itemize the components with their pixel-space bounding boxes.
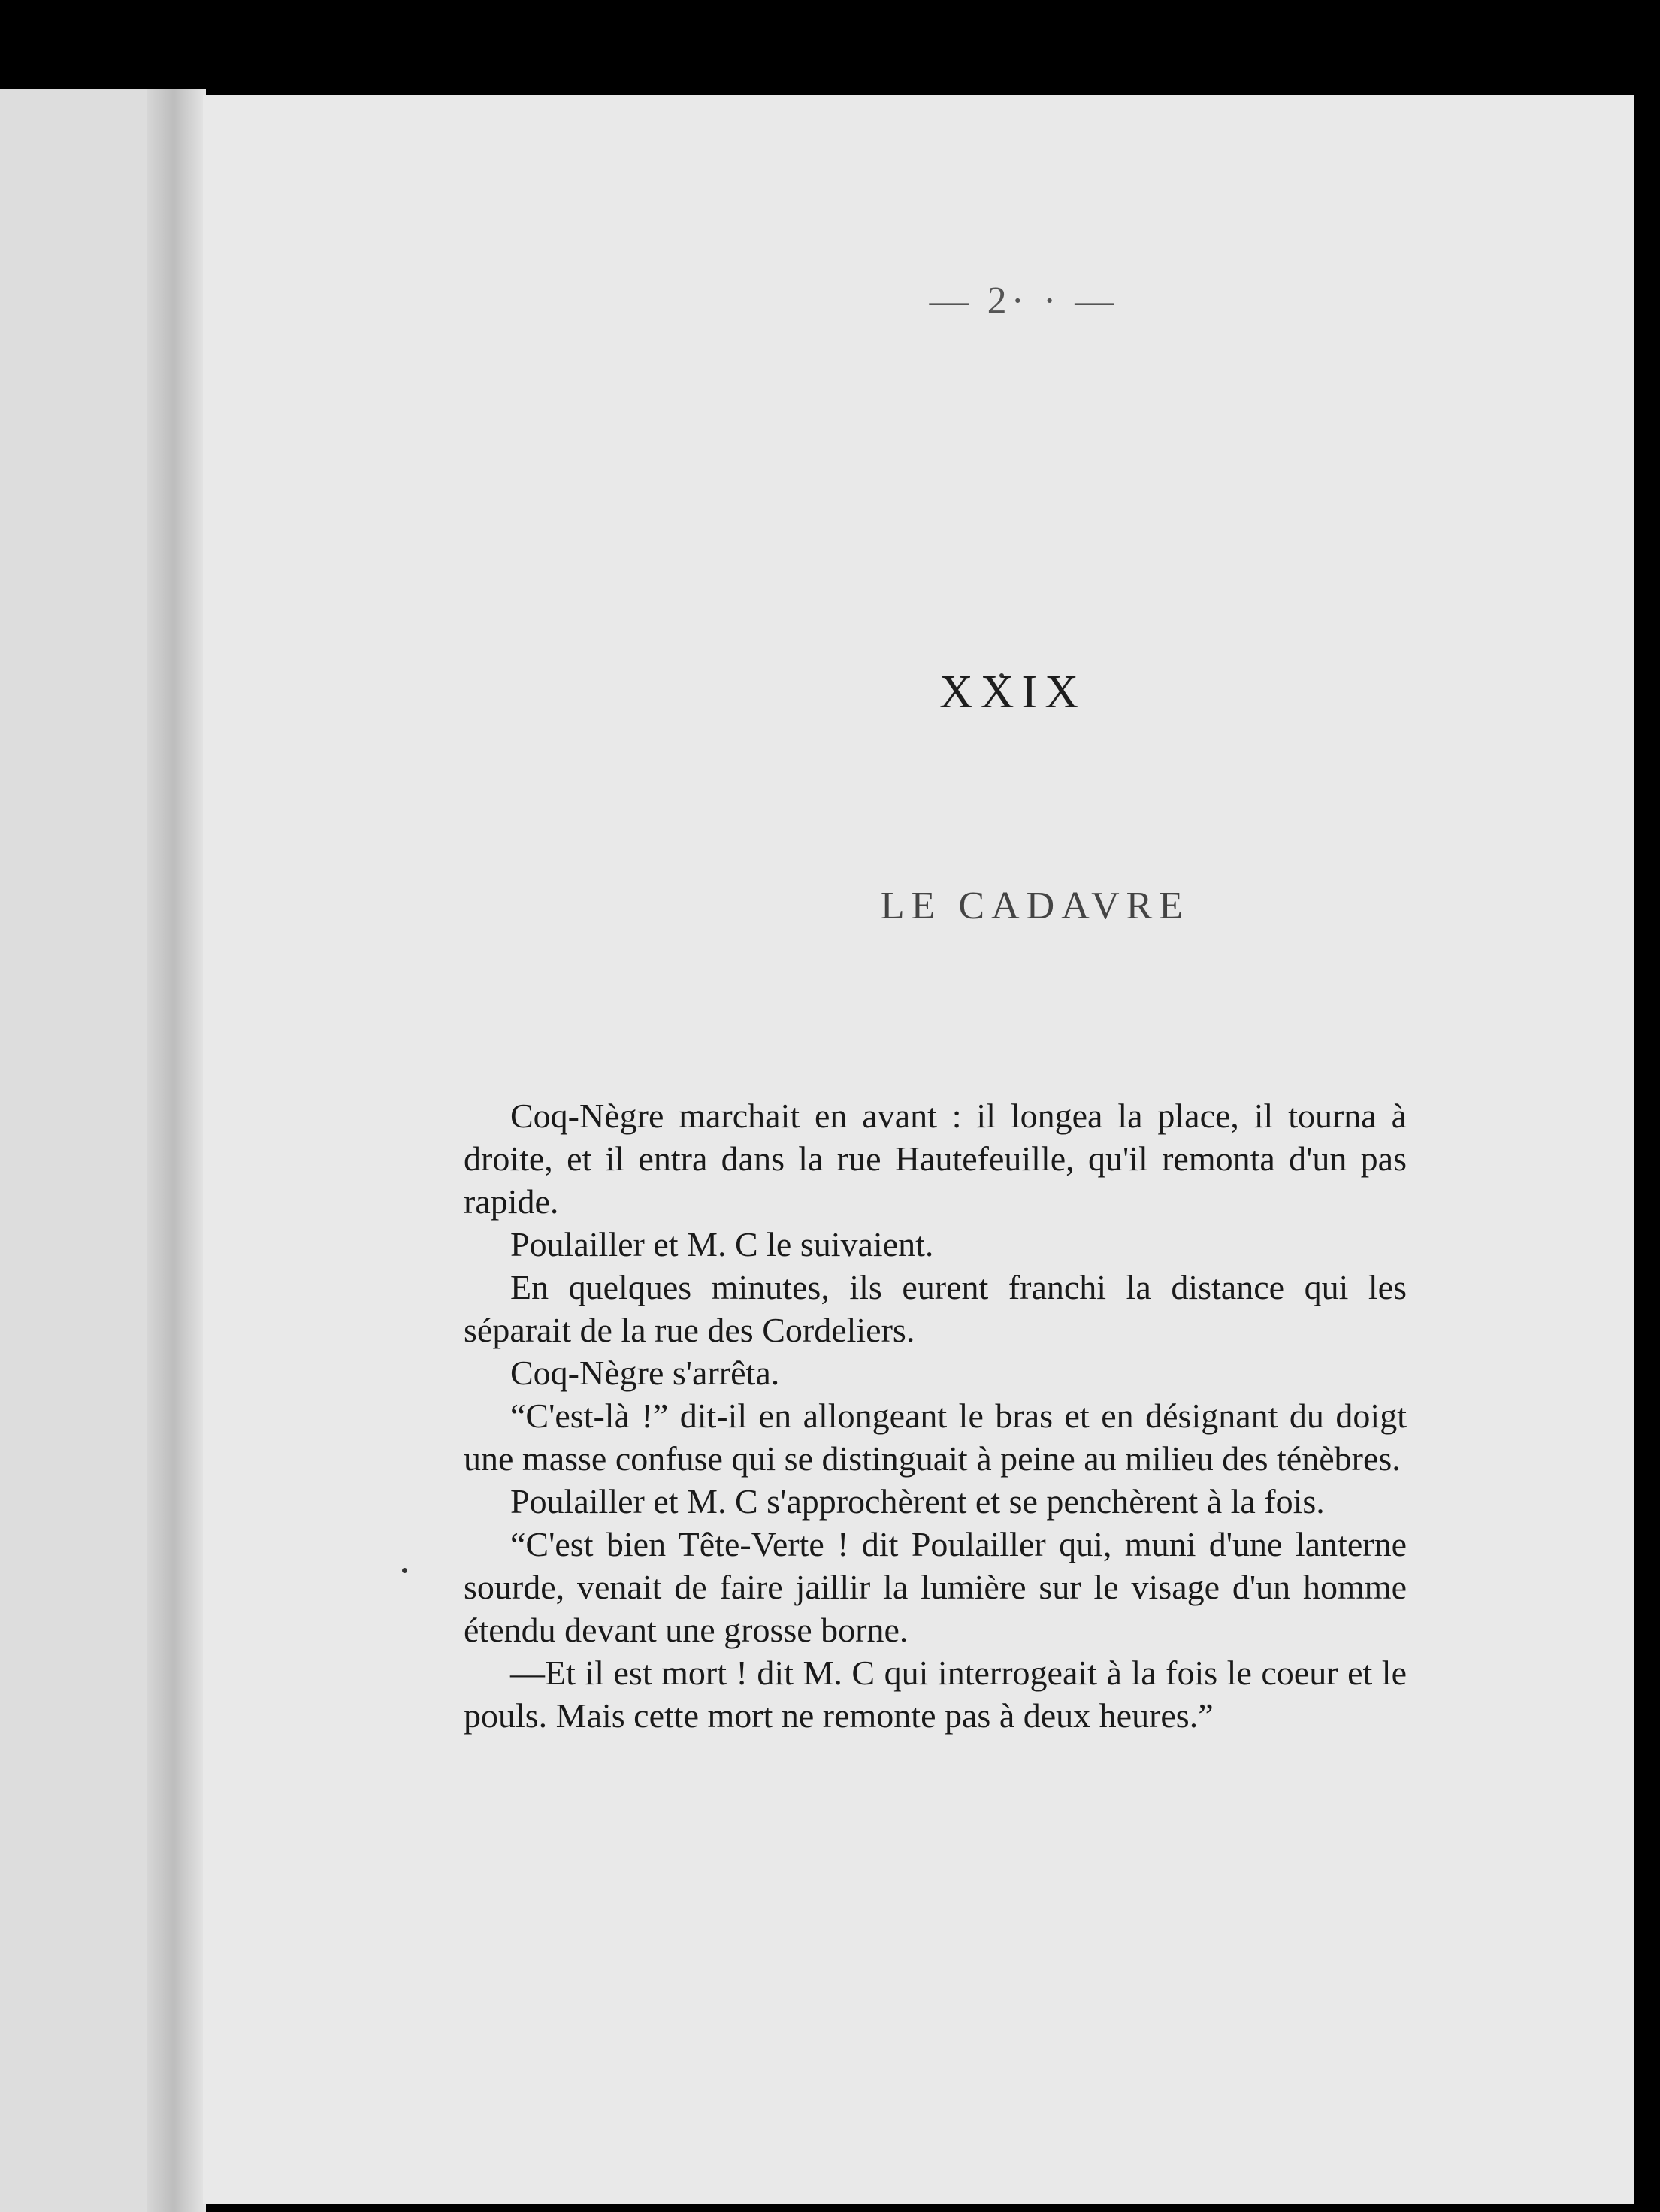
book-page	[203, 95, 1634, 2204]
body-text	[464, 1094, 1407, 1737]
chapter-title: LE CADAVRE	[880, 885, 1190, 927]
paragraph: Poulailler et M. C s'approchèrent et se penchèrent à la fois.	[510, 1482, 1325, 1521]
speck-mark	[402, 1568, 407, 1573]
chapter-number: XXIX	[939, 667, 1086, 718]
page-number: — 2· · —	[929, 280, 1119, 322]
paragraph: “C'est-là !” dit-il en allongeant le bras et en désignant du doigt une masse confuse qui se distinguait à peine au milieu des ténèbres.	[464, 1396, 1407, 1478]
book-gutter	[147, 89, 206, 2212]
paragraph: “C'est bien Tête-Verte ! dit Poulailler qui, muni d'une lanterne sourde, venait de faire jaillir la lumière sur le visage d'un homme étendu devant une grosse borne.	[464, 1525, 1407, 1649]
paragraph: Poulailler et M. C le suivaient.	[510, 1225, 934, 1263]
paragraph: —Et il est mort ! dit M. C qui interrogeait à la fois le coeur et le pouls. Mais cette mort ne remonte pas à deux heures.”	[464, 1654, 1407, 1735]
paragraph: Coq-Nègre marchait en avant : il longea la place, il tourna à droite, et il entra dans la rue Hautefeuille, qu'il remonta d'un pas rapide.	[464, 1097, 1407, 1221]
paragraph: Coq-Nègre s'arrêta.	[510, 1354, 780, 1392]
paragraph: En quelques minutes, ils eurent franchi la distance qui les séparait de la rue des Cordeliers.	[464, 1268, 1407, 1349]
